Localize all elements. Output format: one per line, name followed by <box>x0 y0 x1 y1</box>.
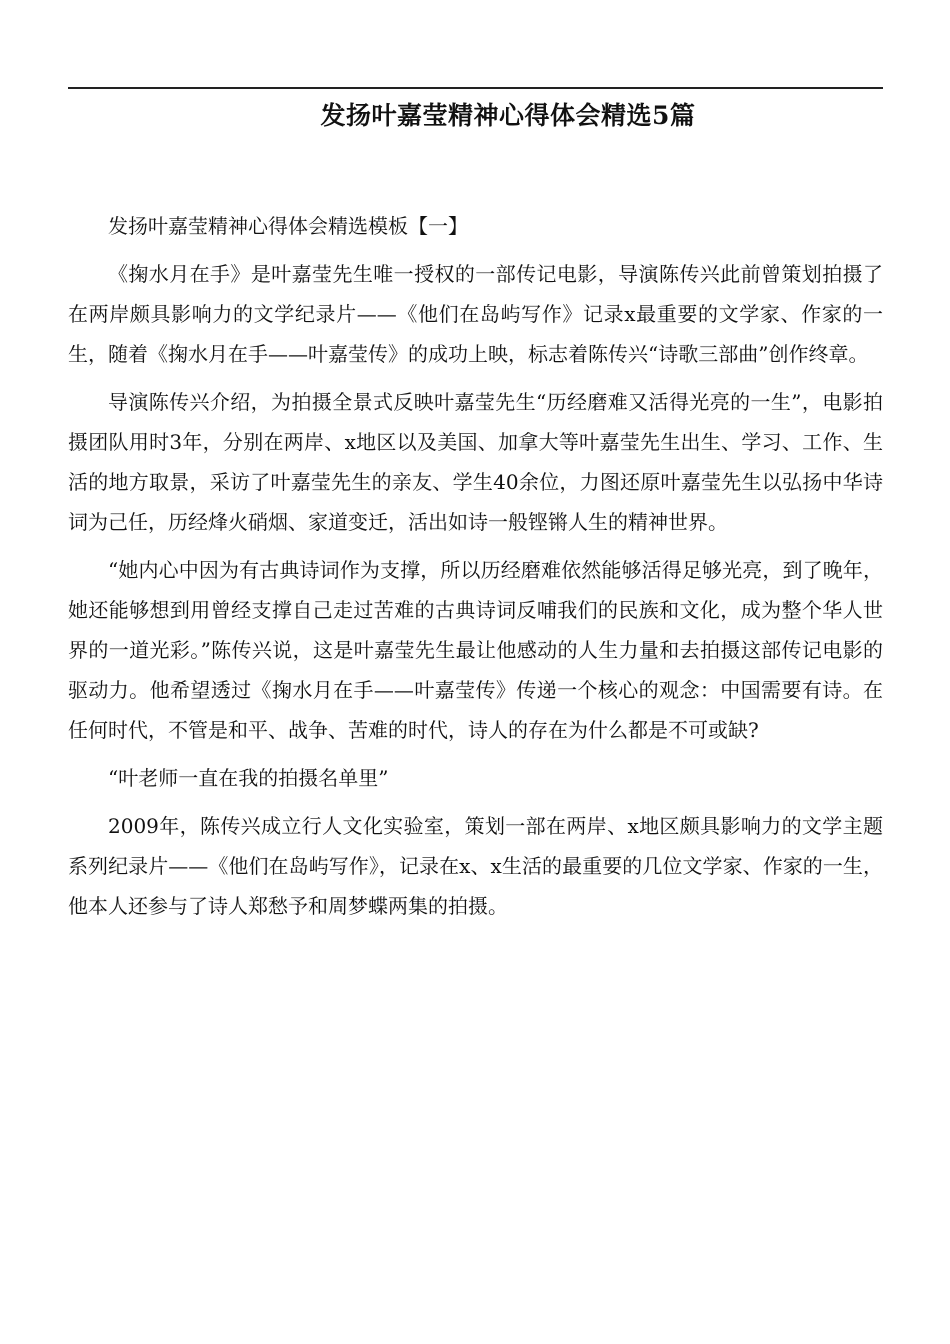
paragraph: “叶老师一直在我的拍摄名单里” <box>108 766 389 790</box>
document-title: 发扬叶嘉莹精神心得体会精选5篇 <box>320 101 696 130</box>
document-body <box>68 206 883 934</box>
paragraph: “她内心中因为有古典诗词作为支撑，所以历经磨难依然能够活得足够光亮，到了晚年，她还能够想到用曾经支撑自己走过苦难的古典诗词反哺我们的民族和文化，成为整个华人世界的一道光彩。”陈传兴说，这是叶嘉莹先生最让他感动的人生力量和去拍摄这部传记电影的驱动力。他希望透过《掬水月在手——叶嘉莹传》传递一个核心的观念：中国需要有诗。在任何时代，不管是和平、战争、苦难的时代，诗人的存在为什么都是不可或缺? <box>68 558 883 742</box>
paragraph: 《掬水月在手》是叶嘉莹先生唯一授权的一部传记电影，导演陈传兴此前曾策划拍摄了在两岸颇具影响力的文学纪录片——《他们在岛屿写作》记录x最重要的文学家、作家的一生，随着《掬水月在手——叶嘉莹传》的成功上映，标志着陈传兴“诗歌三部曲”创作终章。 <box>68 262 883 366</box>
paragraph: 导演陈传兴介绍，为拍摄全景式反映叶嘉莹先生“历经磨难又活得光亮的一生”，电影拍摄团队用时3年，分别在两岸、x地区以及美国、加拿大等叶嘉莹先生出生、学习、工作、生活的地方取景，采访了叶嘉莹先生的亲友、学生40余位，力图还原叶嘉莹先生以弘扬中华诗词为己任，历经烽火硝烟、家道变迁，活出如诗一般铿锵人生的精神世界。 <box>68 390 883 534</box>
top-rule <box>68 87 883 89</box>
section-heading: 发扬叶嘉莹精神心得体会精选模板【一】 <box>108 214 468 238</box>
paragraph: 2009年，陈传兴成立行人文化实验室，策划一部在两岸、x地区颇具影响力的文学主题系列纪录片——《他们在岛屿写作》，记录在x、x生活的最重要的几位文学家、作家的一生，他本人还参与了诗人郑愁予和周梦蝶两集的拍摄。 <box>68 814 883 918</box>
